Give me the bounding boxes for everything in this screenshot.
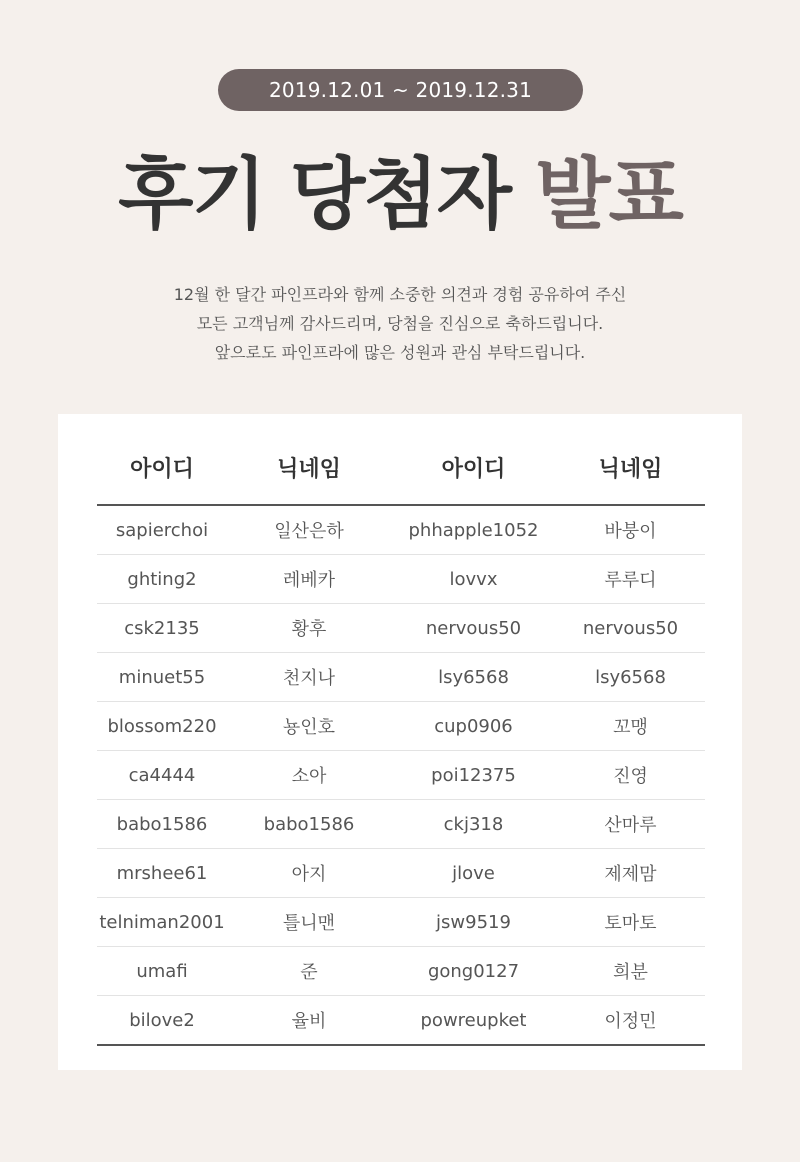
cell-nickname: 희분 <box>556 947 705 996</box>
cell-nickname: babo1586 <box>227 800 391 849</box>
page-title <box>0 140 800 250</box>
cell-nickname: 토마토 <box>556 898 705 947</box>
cell-nickname: 틀니맨 <box>227 898 391 947</box>
event-period-badge: 2019.12.01 ~ 2019.12.31 <box>218 69 583 111</box>
cell-user-id: jlove <box>391 849 556 898</box>
cell-user-id: lsy6568 <box>391 653 556 702</box>
cell-user-id: csk2135 <box>97 604 227 653</box>
cell-nickname: 제제맘 <box>556 849 705 898</box>
cell-user-id: babo1586 <box>97 800 227 849</box>
cell-user-id: ghting2 <box>97 555 227 604</box>
winners-card <box>58 414 742 1070</box>
cell-nickname: 꼬맹 <box>556 702 705 751</box>
table-row <box>97 653 705 702</box>
winners-table <box>97 430 705 1046</box>
cell-user-id: poi12375 <box>391 751 556 800</box>
cell-user-id: ca4444 <box>97 751 227 800</box>
winners-table-body <box>97 505 705 1045</box>
table-row <box>97 555 705 604</box>
cell-user-id: powreupket <box>391 996 556 1046</box>
cell-user-id: blossom220 <box>97 702 227 751</box>
cell-user-id: mrshee61 <box>97 849 227 898</box>
cell-user-id: gong0127 <box>391 947 556 996</box>
table-row <box>97 996 705 1046</box>
cell-user-id: telniman2001 <box>97 898 227 947</box>
cell-nickname: 산마루 <box>556 800 705 849</box>
cell-nickname: 천지나 <box>227 653 391 702</box>
cell-nickname: 준 <box>227 947 391 996</box>
cell-user-id: jsw9519 <box>391 898 556 947</box>
cell-user-id: sapierchoi <box>97 505 227 555</box>
cell-nickname: lsy6568 <box>556 653 705 702</box>
cell-nickname: 루루디 <box>556 555 705 604</box>
cell-user-id: ckj318 <box>391 800 556 849</box>
cell-nickname: 레베카 <box>227 555 391 604</box>
table-row <box>97 604 705 653</box>
table-row <box>97 505 705 555</box>
table-header-row <box>97 430 705 505</box>
cell-nickname: 황후 <box>227 604 391 653</box>
cell-user-id: phhapple1052 <box>391 505 556 555</box>
cell-user-id: lovvx <box>391 555 556 604</box>
table-row <box>97 898 705 947</box>
cell-nickname: 아지 <box>227 849 391 898</box>
cell-nickname: nervous50 <box>556 604 705 653</box>
header-nickname: 닉네임 <box>556 430 705 505</box>
cell-nickname: 진영 <box>556 751 705 800</box>
title-accent: 발표 <box>535 150 682 240</box>
cell-user-id: minuet55 <box>97 653 227 702</box>
table-row <box>97 751 705 800</box>
description-line: 모든 고객님께 감사드리며, 당첨을 진심으로 축하드립니다. <box>196 314 604 333</box>
header-id: 아이디 <box>97 430 227 505</box>
announcement-description <box>0 280 800 367</box>
cell-nickname: 율비 <box>227 996 391 1046</box>
cell-nickname: 이정민 <box>556 996 705 1046</box>
header-id: 아이디 <box>391 430 556 505</box>
title-main: 후기 당첨자 <box>118 150 511 240</box>
cell-nickname: 바붕이 <box>556 505 705 555</box>
cell-nickname: 일산은하 <box>227 505 391 555</box>
cell-user-id: nervous50 <box>391 604 556 653</box>
cell-nickname: 뇽인호 <box>227 702 391 751</box>
table-row <box>97 849 705 898</box>
table-row <box>97 800 705 849</box>
cell-user-id: umafi <box>97 947 227 996</box>
table-row <box>97 702 705 751</box>
header-nickname: 닉네임 <box>227 430 391 505</box>
description-line: 12월 한 달간 파인프라와 함께 소중한 의견과 경험 공유하여 주신 <box>173 285 627 304</box>
cell-nickname: 소아 <box>227 751 391 800</box>
description-line: 앞으로도 파인프라에 많은 성원과 관심 부탁드립니다. <box>214 343 586 362</box>
cell-user-id: bilove2 <box>97 996 227 1046</box>
cell-user-id: cup0906 <box>391 702 556 751</box>
table-row <box>97 947 705 996</box>
